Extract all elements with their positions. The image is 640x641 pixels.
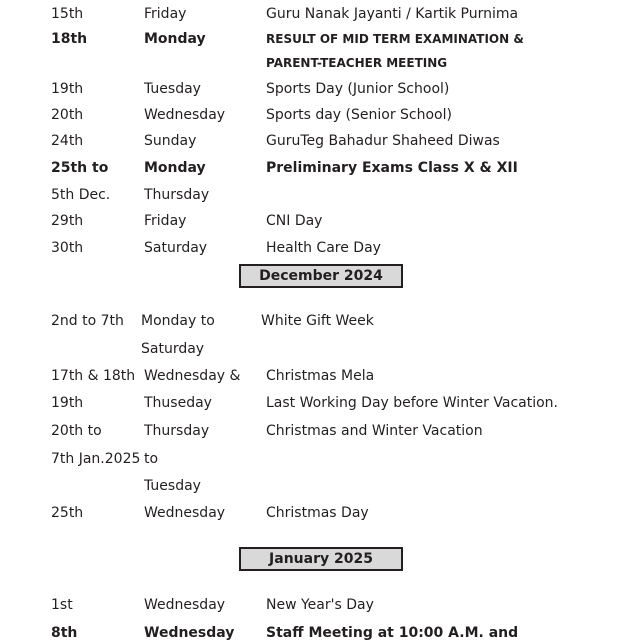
row-event: Last Working Day before Winter Vacation.	[266, 395, 558, 411]
row-day: Wednesday	[144, 625, 235, 641]
row-event: CNI Day	[266, 213, 323, 229]
row-day: Thursday	[144, 187, 210, 203]
row-date: 20th to	[51, 423, 102, 439]
row-day: Wednesday	[144, 597, 226, 613]
row-day: Saturday	[141, 341, 205, 357]
row-event: New Year's Day	[266, 597, 374, 613]
row-day: Saturday	[144, 240, 208, 256]
row-date: 5th Dec.	[51, 187, 111, 203]
row-event: Christmas Day	[266, 505, 369, 521]
row-day: Wednesday	[144, 107, 226, 123]
row-day: Wednesday &	[144, 368, 241, 384]
row-event: Christmas and Winter Vacation	[266, 423, 483, 439]
row-event: Staff Meeting at 10:00 A.M. and	[266, 625, 519, 641]
row-event: GuruTeg Bahadur Shaheed Diwas	[266, 133, 500, 149]
row-day: Tuesday	[144, 478, 201, 494]
row-day: Thursday	[144, 423, 210, 439]
row-day: to	[144, 451, 159, 467]
row-date: 15th	[51, 6, 84, 22]
row-day: Wednesday	[144, 505, 226, 521]
row-date: 19th	[51, 395, 84, 411]
row-day: Thuseday	[144, 395, 212, 411]
row-date: 30th	[51, 240, 84, 256]
row-date: 25th	[51, 505, 84, 521]
row-date: 18th	[51, 31, 88, 47]
row-day: Monday to	[141, 313, 215, 329]
row-date: 29th	[51, 213, 84, 229]
row-date: 17th & 18th	[51, 368, 136, 384]
row-date: 24th	[51, 133, 84, 149]
row-date: 2nd to 7th	[51, 313, 124, 329]
row-day: Tuesday	[144, 81, 201, 97]
row-event: Guru Nanak Jayanti / Kartik Purnima	[266, 6, 519, 22]
row-day: Monday	[144, 160, 206, 176]
month-header-december: December 2024	[239, 264, 403, 288]
row-date: 19th	[51, 81, 84, 97]
row-day: Friday	[144, 6, 187, 22]
row-event: Christmas Mela	[266, 368, 375, 384]
row-event: Sports Day (Junior School)	[266, 81, 450, 97]
row-day: Monday	[144, 31, 206, 47]
row-event: White Gift Week	[261, 313, 374, 329]
row-event: Health Care Day	[266, 240, 381, 256]
row-event-line2: PARENT-TEACHER MEETING	[266, 56, 448, 70]
row-day: Friday	[144, 213, 187, 229]
row-date: 25th to	[51, 160, 109, 176]
row-day: Sunday	[144, 133, 197, 149]
row-event-line1: RESULT OF MID TERM EXAMINATION &	[266, 32, 524, 46]
row-date: 7th Jan.2025	[51, 451, 141, 467]
row-event: Preliminary Exams Class X & XII	[266, 160, 518, 176]
row-date: 8th	[51, 625, 78, 641]
month-header-january: January 2025	[239, 547, 403, 571]
row-date: 1st	[51, 597, 73, 613]
row-event: Sports day (Senior School)	[266, 107, 452, 123]
row-date: 20th	[51, 107, 84, 123]
